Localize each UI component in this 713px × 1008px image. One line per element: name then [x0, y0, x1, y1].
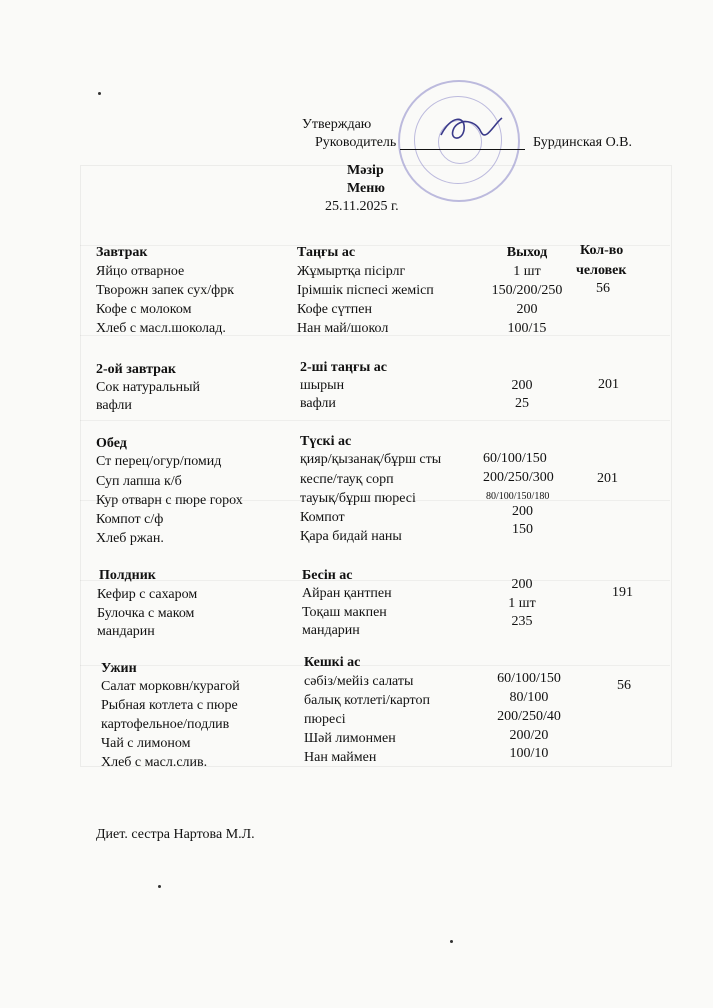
output-value: 80/100 — [509, 690, 549, 705]
output-value: 200 — [511, 378, 533, 393]
output-value: 150 — [512, 522, 533, 537]
output-value: 60/100/150 — [483, 451, 547, 466]
list-item: қияр/қызанақ/бұрш сты — [300, 452, 442, 467]
dinner-title-ru: Ужин — [101, 661, 137, 676]
bleed-line — [80, 580, 670, 581]
output-value: 235 — [511, 614, 533, 629]
output-value: 80/100/150/180 — [486, 491, 550, 502]
output-value: 200/250/300 — [483, 470, 554, 485]
list-item: Нан май/шокол — [297, 321, 389, 336]
breakfast2-title-ru: 2-ой завтрак — [96, 362, 176, 377]
list-item: Шәй лимонмен — [304, 731, 396, 746]
list-item: Айран қантпен — [302, 586, 392, 601]
list-item: Тоқаш макпен — [302, 605, 387, 620]
output-value: 200 — [516, 302, 538, 317]
speck — [450, 940, 453, 943]
list-item: Ст перец/огур/помид — [96, 454, 222, 469]
speck — [98, 92, 101, 95]
output-value: 150/200/250 — [491, 283, 563, 298]
count-header: Кол-во — [580, 243, 624, 258]
list-item: балық котлеті/картоп — [304, 693, 430, 708]
list-item: мандарин — [97, 624, 155, 639]
list-item: Чай с лимоном — [101, 736, 191, 751]
list-item: Булочка с маком — [97, 606, 195, 621]
list-item: Жұмыртқа пісірлг — [297, 264, 406, 279]
output-value: 100/10 — [509, 746, 549, 761]
snack-title-ru: Полдник — [99, 568, 156, 583]
breakfast-title-kz: Таңғы ас — [297, 245, 356, 260]
list-item: шырын — [300, 378, 345, 393]
dinner-title-kz: Кешкі ас — [304, 655, 361, 670]
list-item: Хлеб с масл.слив. — [101, 755, 208, 770]
list-item: Нан маймен — [304, 750, 377, 765]
list-item: Сок натуральный — [96, 380, 201, 395]
list-item: Салат морковн/курагой — [101, 679, 240, 694]
count-value: 201 — [597, 471, 618, 486]
output-value: 200/20 — [509, 728, 549, 743]
head-name: Бурдинская О.В. — [533, 135, 633, 150]
list-item: Кефир с сахаром — [97, 587, 198, 602]
count-header-2: человек — [576, 263, 627, 278]
count-value: 56 — [617, 678, 631, 693]
list-item: Кофе с молоком — [96, 302, 192, 317]
signature-line — [400, 149, 525, 150]
list-item: вафли — [300, 396, 336, 411]
breakfast2-title-kz: 2-ші таңғы ас — [300, 360, 387, 375]
count-value: 201 — [598, 377, 619, 392]
output-value: 60/100/150 — [497, 671, 561, 686]
output-header: Выход — [506, 245, 548, 260]
snack-title-kz: Бесін ас — [302, 568, 353, 583]
output-value: 25 — [515, 396, 529, 411]
list-item: Хлеб с масл.шоколад. — [96, 321, 226, 336]
list-item: Ірімшік піспесі жемісп — [297, 283, 434, 298]
count-value: 56 — [596, 281, 610, 296]
output-value: 200 — [511, 577, 533, 592]
output-value: 200/250/40 — [497, 709, 561, 724]
lunch-title-ru: Обед — [96, 436, 127, 451]
list-item: пюресі — [304, 712, 346, 727]
output-value: 100/15 — [507, 321, 547, 336]
signature — [436, 110, 506, 150]
list-item: Компот — [300, 510, 345, 525]
menu-title-kz: Мәзір — [347, 163, 384, 178]
list-item: вафли — [96, 398, 132, 413]
list-item: мандарин — [302, 623, 360, 638]
menu-date: 25.11.2025 г. — [325, 199, 399, 214]
approve-label: Утверждаю — [302, 117, 372, 132]
diet-nurse-signature: Диет. сестра Нартова М.Л. — [96, 827, 255, 842]
list-item: Яйцо отварное — [96, 264, 185, 279]
lunch-title-kz: Түскі ас — [300, 434, 352, 449]
list-item: Кофе сүтпен — [297, 302, 372, 317]
count-value: 191 — [612, 585, 633, 600]
list-item: тауық/бұрш пюресі — [300, 491, 416, 506]
list-item: сәбіз/мейіз салаты — [304, 674, 414, 689]
list-item: кеспе/тауқ сорп — [300, 472, 394, 487]
speck — [158, 885, 161, 888]
list-item: картофельное/подлив — [101, 717, 230, 732]
bleed-line — [80, 665, 670, 666]
list-item: Кур отварн с пюре горох — [96, 493, 243, 508]
list-item: Қара бидай наны — [300, 529, 402, 544]
output-value: 1 шт — [508, 596, 536, 611]
output-value: 200 — [512, 504, 533, 519]
list-item: Рыбная котлета с пюре — [101, 698, 238, 713]
output-value: 1 шт — [513, 264, 541, 279]
list-item: Творожн запек сух/фрк — [96, 283, 235, 298]
head-label: Руководитель — [315, 135, 397, 150]
breakfast-title-ru: Завтрак — [96, 245, 148, 260]
list-item: Компот с/ф — [96, 512, 164, 527]
bleed-line — [80, 420, 670, 421]
menu-title-ru: Меню — [347, 181, 386, 196]
list-item: Хлеб ржан. — [96, 531, 164, 546]
list-item: Суп лапша к/б — [96, 474, 182, 489]
